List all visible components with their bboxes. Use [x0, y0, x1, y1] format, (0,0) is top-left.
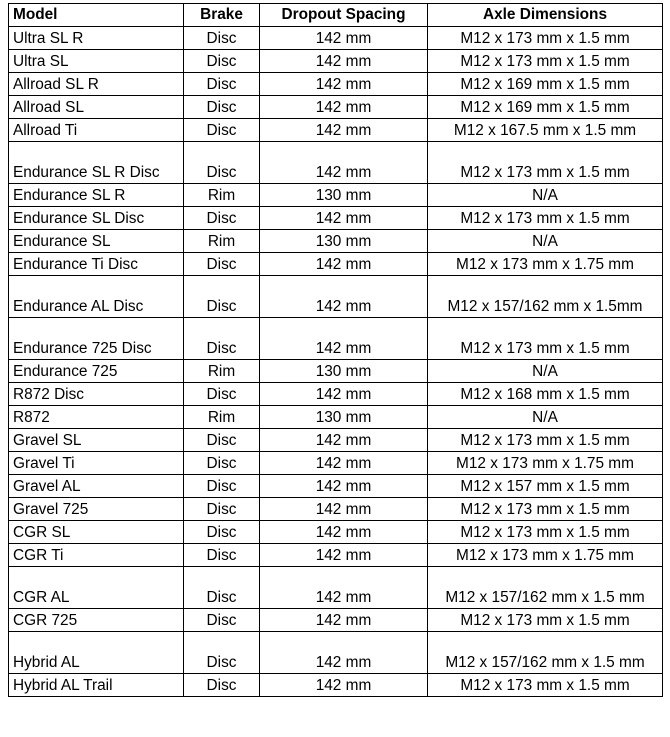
cell-dropout: 142 mm	[260, 632, 428, 674]
cell-model: Endurance Ti Disc	[9, 253, 184, 276]
cell-dropout: 142 mm	[260, 383, 428, 406]
cell-dropout: 142 mm	[260, 521, 428, 544]
cell-model: Endurance SL	[9, 230, 184, 253]
cell-dropout: 142 mm	[260, 50, 428, 73]
cell-axle: M12 x 173 mm x 1.5 mm	[428, 50, 663, 73]
cell-brake: Disc	[184, 207, 260, 230]
cell-axle: M12 x 173 mm x 1.5 mm	[428, 429, 663, 452]
cell-brake: Disc	[184, 498, 260, 521]
cell-dropout: 142 mm	[260, 429, 428, 452]
cell-model: Allroad SL	[9, 96, 184, 119]
cell-dropout: 142 mm	[260, 207, 428, 230]
cell-model: Endurance 725	[9, 360, 184, 383]
cell-brake: Disc	[184, 475, 260, 498]
cell-axle: M12 x 157/162 mm x 1.5mm	[428, 276, 663, 318]
table-row	[9, 452, 663, 475]
cell-brake: Disc	[184, 429, 260, 452]
cell-dropout: 142 mm	[260, 544, 428, 567]
cell-brake: Disc	[184, 119, 260, 142]
table-row	[9, 184, 663, 207]
cell-dropout: 142 mm	[260, 318, 428, 360]
cell-axle: M12 x 173 mm x 1.5 mm	[428, 498, 663, 521]
cell-dropout: 142 mm	[260, 498, 428, 521]
cell-model: Hybrid AL	[9, 632, 184, 674]
table-row	[9, 609, 663, 632]
cell-model: R872 Disc	[9, 383, 184, 406]
cell-dropout: 142 mm	[260, 674, 428, 697]
table-row	[9, 73, 663, 96]
cell-axle: M12 x 173 mm x 1.5 mm	[428, 609, 663, 632]
cell-axle: M12 x 173 mm x 1.5 mm	[428, 674, 663, 697]
cell-brake: Disc	[184, 674, 260, 697]
table-row	[9, 27, 663, 50]
cell-model: Gravel Ti	[9, 452, 184, 475]
cell-axle: N/A	[428, 406, 663, 429]
cell-axle: M12 x 173 mm x 1.75 mm	[428, 452, 663, 475]
cell-brake: Disc	[184, 452, 260, 475]
header-axle-dimensions: Axle Dimensions	[428, 4, 663, 27]
cell-dropout: 142 mm	[260, 96, 428, 119]
table-row	[9, 406, 663, 429]
cell-axle: M12 x 173 mm x 1.5 mm	[428, 521, 663, 544]
table-row	[9, 567, 663, 609]
table-row	[9, 230, 663, 253]
cell-brake: Rim	[184, 184, 260, 207]
table-body	[9, 27, 663, 697]
cell-brake: Rim	[184, 360, 260, 383]
cell-dropout: 142 mm	[260, 73, 428, 96]
table-row	[9, 632, 663, 674]
table-row	[9, 544, 663, 567]
cell-dropout: 130 mm	[260, 184, 428, 207]
cell-dropout: 130 mm	[260, 406, 428, 429]
table-row	[9, 318, 663, 360]
cell-brake: Disc	[184, 609, 260, 632]
table-row	[9, 207, 663, 230]
cell-axle: M12 x 173 mm x 1.5 mm	[428, 207, 663, 230]
cell-dropout: 142 mm	[260, 119, 428, 142]
cell-brake: Disc	[184, 383, 260, 406]
cell-dropout: 142 mm	[260, 475, 428, 498]
cell-dropout: 130 mm	[260, 230, 428, 253]
table-row	[9, 521, 663, 544]
cell-axle: M12 x 157/162 mm x 1.5 mm	[428, 632, 663, 674]
cell-dropout: 142 mm	[260, 276, 428, 318]
cell-model: CGR AL	[9, 567, 184, 609]
table-row	[9, 276, 663, 318]
cell-brake: Rim	[184, 230, 260, 253]
cell-dropout: 142 mm	[260, 253, 428, 276]
cell-model: CGR Ti	[9, 544, 184, 567]
cell-model: Ultra SL	[9, 50, 184, 73]
table-row	[9, 360, 663, 383]
cell-model: Gravel SL	[9, 429, 184, 452]
cell-brake: Disc	[184, 73, 260, 96]
cell-dropout: 130 mm	[260, 360, 428, 383]
cell-model: Gravel AL	[9, 475, 184, 498]
cell-model: Endurance AL Disc	[9, 276, 184, 318]
cell-axle: M12 x 169 mm x 1.5 mm	[428, 96, 663, 119]
cell-brake: Disc	[184, 253, 260, 276]
cell-model: CGR 725	[9, 609, 184, 632]
header-dropout-spacing: Dropout Spacing	[260, 4, 428, 27]
cell-brake: Disc	[184, 544, 260, 567]
cell-brake: Disc	[184, 50, 260, 73]
table-row	[9, 429, 663, 452]
cell-dropout: 142 mm	[260, 27, 428, 50]
cell-brake: Disc	[184, 142, 260, 184]
cell-model: Endurance SL R	[9, 184, 184, 207]
table-row	[9, 142, 663, 184]
header-row	[9, 4, 663, 27]
cell-brake: Disc	[184, 27, 260, 50]
cell-brake: Disc	[184, 567, 260, 609]
cell-brake: Disc	[184, 632, 260, 674]
cell-brake: Disc	[184, 521, 260, 544]
table-row	[9, 383, 663, 406]
table-row	[9, 119, 663, 142]
cell-model: R872	[9, 406, 184, 429]
cell-dropout: 142 mm	[260, 452, 428, 475]
cell-brake: Disc	[184, 96, 260, 119]
table-row	[9, 96, 663, 119]
cell-axle: M12 x 169 mm x 1.5 mm	[428, 73, 663, 96]
cell-axle: M12 x 157/162 mm x 1.5 mm	[428, 567, 663, 609]
cell-axle: M12 x 173 mm x 1.75 mm	[428, 253, 663, 276]
cell-model: CGR SL	[9, 521, 184, 544]
cell-model: Hybrid AL Trail	[9, 674, 184, 697]
cell-model: Endurance 725 Disc	[9, 318, 184, 360]
cell-axle: M12 x 167.5 mm x 1.5 mm	[428, 119, 663, 142]
cell-model: Allroad SL R	[9, 73, 184, 96]
axle-spec-table	[8, 3, 663, 697]
cell-brake: Disc	[184, 318, 260, 360]
cell-model: Gravel 725	[9, 498, 184, 521]
table-row	[9, 50, 663, 73]
table-row	[9, 674, 663, 697]
table-row	[9, 498, 663, 521]
cell-axle: N/A	[428, 184, 663, 207]
cell-axle: M12 x 173 mm x 1.5 mm	[428, 142, 663, 184]
cell-axle: M12 x 157 mm x 1.5 mm	[428, 475, 663, 498]
header-brake: Brake	[184, 4, 260, 27]
table-row	[9, 475, 663, 498]
cell-model: Ultra SL R	[9, 27, 184, 50]
cell-dropout: 142 mm	[260, 142, 428, 184]
cell-axle: N/A	[428, 360, 663, 383]
cell-axle: N/A	[428, 230, 663, 253]
cell-model: Endurance SL R Disc	[9, 142, 184, 184]
cell-axle: M12 x 173 mm x 1.5 mm	[428, 318, 663, 360]
cell-brake: Disc	[184, 276, 260, 318]
cell-axle: M12 x 173 mm x 1.75 mm	[428, 544, 663, 567]
cell-dropout: 142 mm	[260, 609, 428, 632]
cell-model: Allroad Ti	[9, 119, 184, 142]
table-row	[9, 253, 663, 276]
cell-model: Endurance SL Disc	[9, 207, 184, 230]
header-model: Model	[9, 4, 184, 27]
cell-dropout: 142 mm	[260, 567, 428, 609]
cell-axle: M12 x 173 mm x 1.5 mm	[428, 27, 663, 50]
cell-brake: Rim	[184, 406, 260, 429]
cell-axle: M12 x 168 mm x 1.5 mm	[428, 383, 663, 406]
